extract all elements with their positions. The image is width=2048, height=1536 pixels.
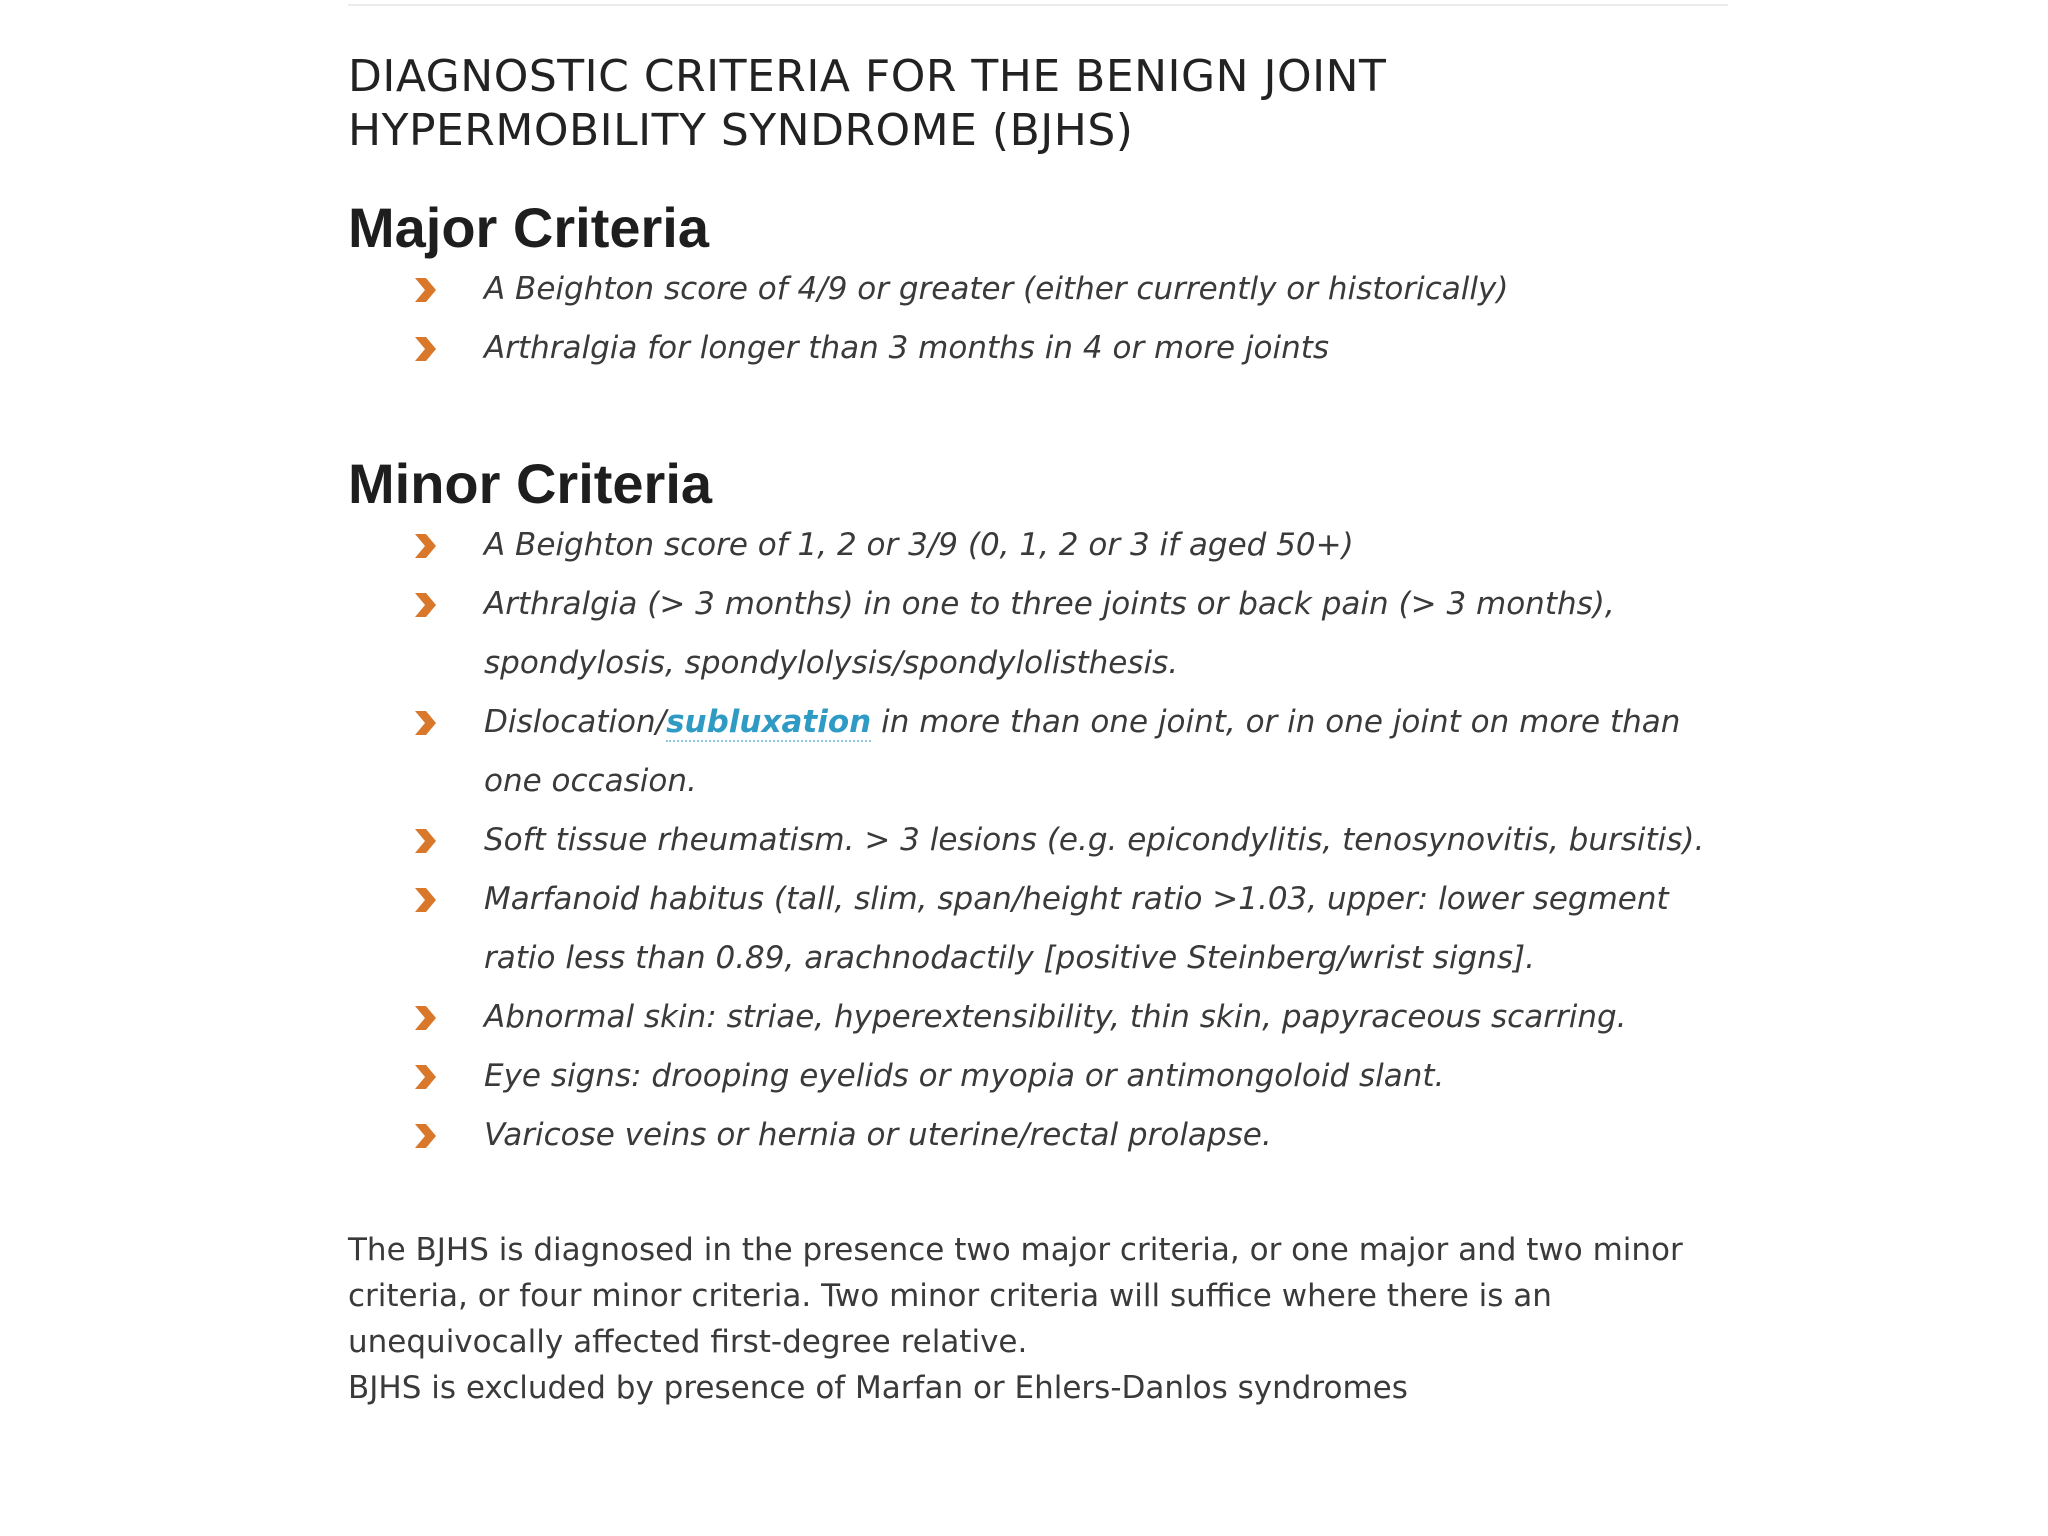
criteria-text: Soft tissue rheumatism. > 3 lesions (e.g. epicondylitis, tenosynovitis, bursitis). — [484, 822, 1705, 858]
exclusion-note: BJHS is excluded by presence of Marfan or Ehlers-Danlos syndromes — [348, 1370, 1408, 1406]
article-content — [348, 50, 1738, 1411]
minor-criteria-item — [348, 693, 1738, 811]
subluxation-link[interactable]: subluxation — [666, 704, 872, 740]
major-criteria-list — [348, 260, 1738, 378]
chevron-right-icon — [412, 1122, 438, 1150]
chevron-right-icon — [412, 1063, 438, 1091]
criteria-text: A Beighton score of 4/9 or greater (either currently or historically) — [484, 271, 1509, 307]
minor-criteria-item — [348, 870, 1738, 988]
chevron-right-icon — [412, 276, 438, 304]
chevron-right-icon — [412, 886, 438, 914]
chevron-right-icon — [412, 532, 438, 560]
minor-criteria-item — [348, 811, 1738, 870]
chevron-right-icon — [412, 709, 438, 737]
major-criteria-heading: Major Criteria — [348, 196, 709, 259]
criteria-text: A Beighton score of 1, 2 or 3/9 (0, 1, 2 or 3 if aged 50+) — [484, 527, 1354, 563]
minor-criteria-list — [348, 516, 1738, 1165]
minor-criteria-heading: Minor Criteria — [348, 452, 713, 515]
minor-criteria-item — [348, 575, 1738, 693]
chevron-right-icon — [412, 591, 438, 619]
criteria-text: Varicose veins or hernia or uterine/rectal prolapse. — [484, 1117, 1272, 1153]
criteria-text: Arthralgia for longer than 3 months in 4 or more joints — [484, 330, 1330, 366]
criteria-text: Eye signs: drooping eyelids or myopia or antimongoloid slant. — [484, 1058, 1445, 1094]
criteria-text-suffix: in more than one joint, or in one joint on more than one occasion. — [484, 704, 1681, 799]
diagnosis-summary — [348, 1227, 1738, 1411]
criteria-text: Arthralgia (> 3 months) in one to three joints or back pain (> 3 months), spondylosis, spondylolysis/spondylolisthesis. — [484, 586, 1615, 681]
chevron-right-icon — [412, 827, 438, 855]
chevron-right-icon — [412, 1004, 438, 1032]
minor-criteria-item — [348, 1047, 1738, 1106]
criteria-text: Abnormal skin: striae, hyperextensibility, thin skin, papyraceous scarring. — [484, 999, 1627, 1035]
minor-criteria-item — [348, 1106, 1738, 1165]
top-divider — [348, 4, 1728, 6]
criteria-text: Marfanoid habitus (tall, slim, span/height ratio >1.03, upper: lower segment ratio less than 0.89, arachnodactily [positive Steinberg/wrist signs]. — [484, 881, 1669, 976]
minor-criteria-item — [348, 516, 1738, 575]
major-criteria-item — [348, 319, 1738, 378]
page-title: DIAGNOSTIC CRITERIA FOR THE BENIGN JOINT HYPERMOBILITY SYNDROME (BJHS) — [348, 51, 1387, 156]
major-criteria-item — [348, 260, 1738, 319]
criteria-text-prefix: Dislocation/ — [484, 704, 667, 740]
summary-paragraph: The BJHS is diagnosed in the presence two major criteria, or one major and two minor criteria, or four minor criteria. Two minor criteria will suffice where there is an unequivocally affected first-degree relative. — [348, 1232, 1683, 1360]
chevron-right-icon — [412, 335, 438, 363]
minor-criteria-item — [348, 988, 1738, 1047]
